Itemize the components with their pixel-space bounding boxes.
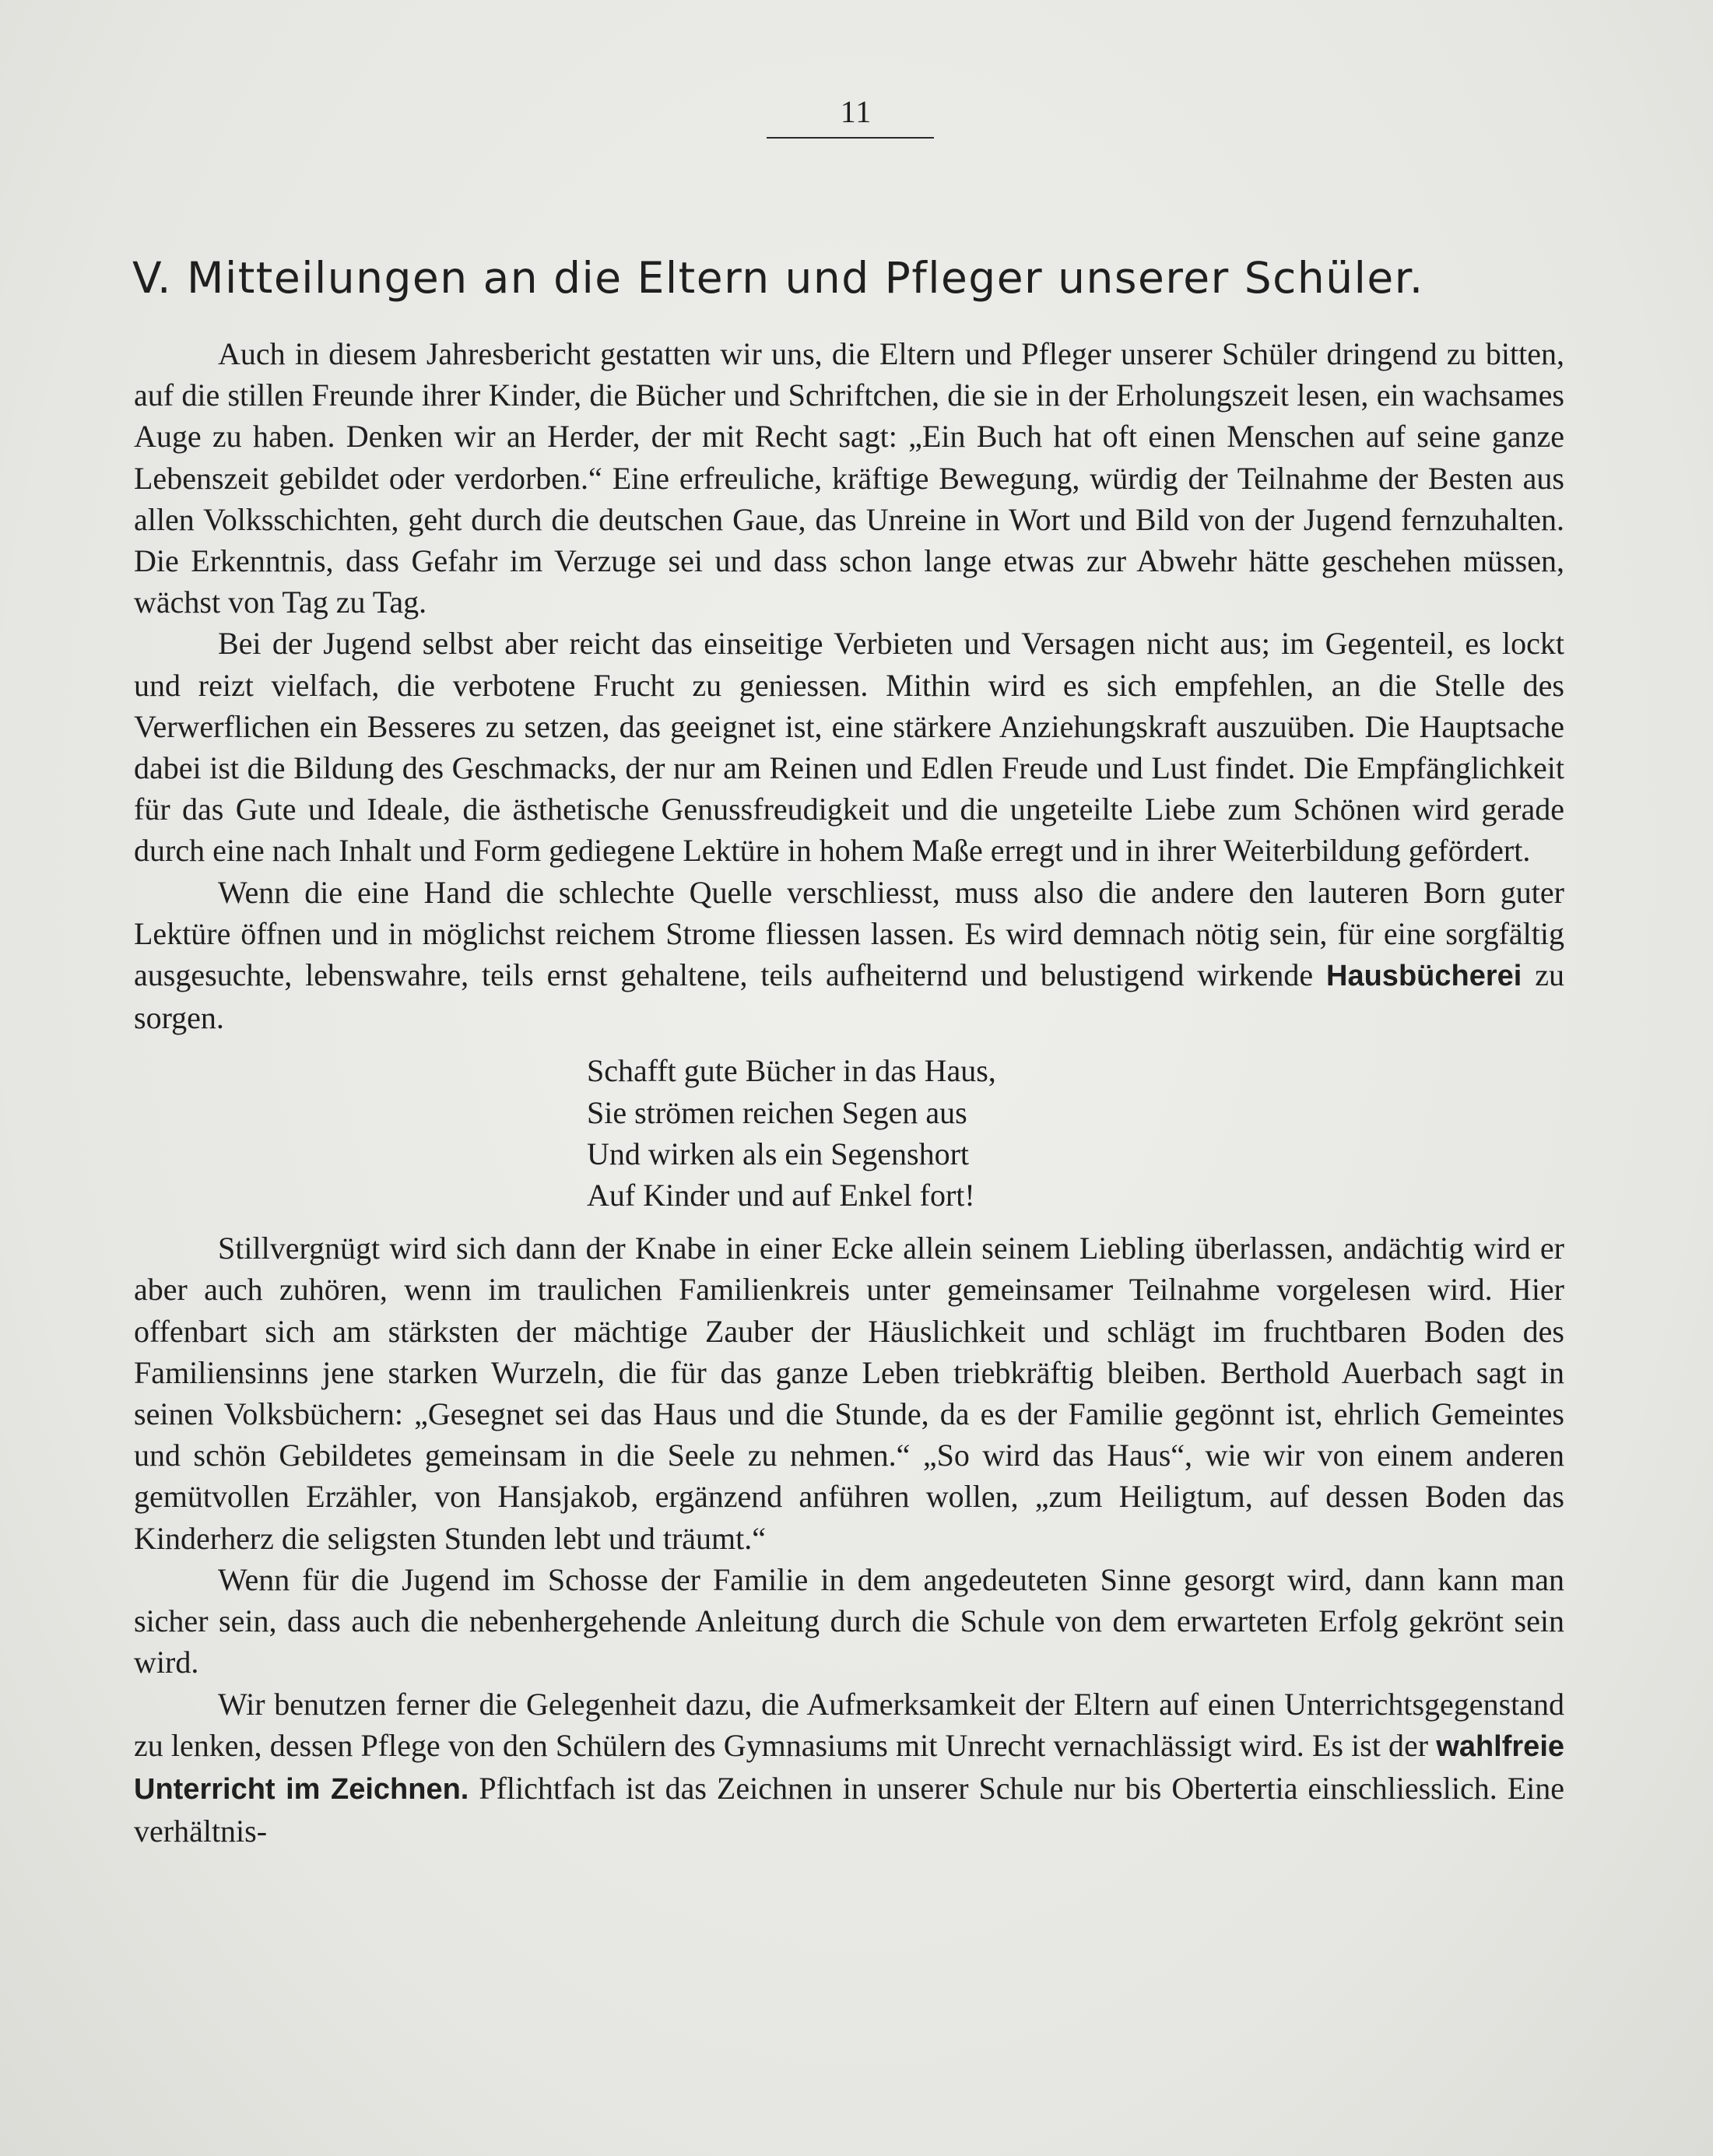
- section-heading: V. Mitteilungen an die Eltern und Pfleger unserer Schüler.: [132, 253, 1424, 303]
- paragraph: Auch in diesem Jahresbericht gestatten wir uns, die Eltern und Pfleger unserer Schüler dringend zu bitten, auf die stillen Freunde ihrer Kinder, die Bücher und Schriftchen, die sie in der Erholungszeit lesen, ein wachsames Auge zu haben. Denken wir an Herder, der mit Recht sagt: „Ein Buch hat oft einen Menschen auf seine ganze Lebenszeit gebildet oder verdorben.“ Eine erfreuliche, kräftige Bewegung, würdig der Teilnahme der Besten aus allen Volksschichten, geht durch die deutschen Gaue, das Unreine in Wort und Bild von der Jugend fernzuhalten. Die Erkenntnis, dass Gefahr im Verzuge sei und dass schon lange etwas zur Abwehr hätte geschehen müssen, wächst von Tag zu Tag.: [134, 336, 1564, 620]
- paragraph-text: Wenn die eine Hand die schlechte Quelle verschliesst, muss also die andere den lauteren Born guter Lektüre öffnen und in möglichst reichem Strome fliessen lassen. Es wird demnach nötig sein, für eine sorgfältig ausgesuchte, lebenswahre, teils ernst gehaltene, teils aufheiternd und belustigend wirkende: [134, 874, 1564, 993]
- paragraph-text: Wir benutzen ferner die Gelegenheit dazu, die Aufmerksamkeit der Eltern auf einen Unterrichtsgegenstand zu lenken, dessen Pflege von den Schülern des Gymnasiums mit Unrecht vernachlässigt wird. Es ist der: [134, 1686, 1564, 1763]
- body-text: [134, 333, 1564, 1852]
- verse-line: Und wirken als ein Segenshort: [587, 1136, 970, 1171]
- verse-line: Sie strömen reichen Segen aus: [587, 1094, 967, 1130]
- page-number: 11: [840, 94, 872, 129]
- emphasis-hausbuecherei: Hausbücherei: [1326, 960, 1522, 993]
- verse-line: Schafft gute Bücher in das Haus,: [587, 1053, 996, 1089]
- paragraph: Wenn für die Jugend im Schosse der Familie in dem angedeuteten Sinne gesorgt wird, dann kann man sicher sein, dass auch die nebenhergehende Anleitung durch die Schule von dem erwarteten Erfolg gekrönt sein wird.: [134, 1561, 1564, 1680]
- paragraph: [134, 872, 1564, 1039]
- verse: [134, 1050, 1564, 1216]
- paragraph: Bei der Jugend selbst aber reicht das einseitige Verbieten und Versagen nicht aus; im Gegenteil, es lockt und reizt vielfach, die verbotene Frucht zu geniessen. Mithin wird es sich empfehlen, an die Stelle des Verwerflichen ein Besseres zu setzen, das geeignet ist, eine stärkere Anziehungskraft auszuüben. Die Hauptsache dabei ist die Bildung des Geschmacks, der nur am Reinen und Edlen Freude und Lust findet. Die Empfänglichkeit für das Gute und Ideale, die ästhetische Genussfreudigkeit und die ungeteilte Liebe zum Schönen wird gerade durch eine nach Inhalt und Form gediegene Lektüre in hohem Maße erregt und in ihrer Weiterbildung gefördert.: [134, 626, 1564, 869]
- paragraph: [134, 1684, 1564, 1852]
- page-number-rule: [767, 137, 934, 139]
- paragraph: Stillvergnügt wird sich dann der Knabe in einer Ecke allein seinem Liebling überlassen, andächtig wird er aber auch zuhören, wenn im traulichen Familienkreis unter gemeinsamer Teilnahme vorgelesen wird. Hier offenbart sich am stärksten der mächtige Zauber der Häuslichkeit und schlägt im fruchtbaren Boden des Familiensinns jene starken Wurzeln, die für das ganze Leben triebkräftig bleiben. Berthold Auerbach sagt in seinen Volksbüchern: „Gesegnet sei das Haus und die Stunde, da es der Familie gegönnt ist, ehrlich Gemeintes und schön Gebildetes gemeinsam in die Seele zu nehmen.“ „So wird das Haus“, wie wir von einem anderen gemütvollen Erzähler, von Hansjakob, ergänzend anführen wollen, „zum Heiligtum, auf dessen Boden das Kinderherz die seligsten Stunden lebt und träumt.“: [134, 1231, 1564, 1556]
- paragraph-text-end: zu sorgen.: [134, 957, 1564, 1036]
- emphasis-zeichnen: wahlfreie Unterricht im Zeichnen.: [134, 1729, 1565, 1806]
- verse-line: Auf Kinder und auf Enkel fort!: [587, 1178, 975, 1213]
- paragraph-text-end: Pflichtfach ist das Zeichnen in unserer Schule nur bis Obertertia einschliesslich. Eine verhältnis-: [134, 1770, 1564, 1849]
